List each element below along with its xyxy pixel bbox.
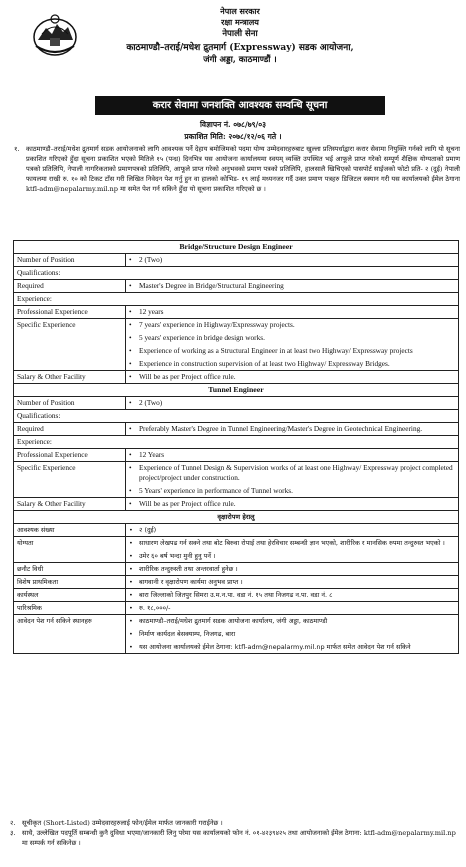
row-label: आवश्यक संख्या xyxy=(14,524,126,537)
footnote-text: साथै, उल्लेखित पदपूर्ति सम्बन्धी कुनै दुविधा भएमा/जानकारी लिनु परेमा यस कार्यालयको फोन नं. ०१-४२३९४२५ तथा आयोजनाको ईमेल ठेगाना: ktfl-adm@nepalarmy.mil.np मा सम्पर्क गर्न सकिनेछ । xyxy=(22,829,456,847)
footnote-number: २. xyxy=(10,819,16,827)
row-label: Professional Experience xyxy=(14,306,126,319)
tunnel-section-title: Tunnel Engineer xyxy=(14,384,459,397)
table-row xyxy=(14,254,459,267)
bridge-section-title: Bridge/Structure Design Engineer xyxy=(14,241,459,254)
table-row xyxy=(14,615,459,654)
footnote-text: सूचीकृत (Short-Listed) उम्मेदवारहरुलाई फोन/ईमेल मार्फत जानकारी गराईनेछ । xyxy=(22,819,223,827)
row-label: Qualifications: xyxy=(14,267,459,280)
table-row xyxy=(14,371,459,384)
row-label: Qualifications: xyxy=(14,410,459,423)
row-label: कार्यस्थल xyxy=(14,589,126,602)
letterhead xyxy=(0,6,466,78)
row-value xyxy=(126,306,459,319)
table-row xyxy=(14,293,459,306)
list-item: • Will be as per Project office rule. xyxy=(129,499,455,509)
list-item: • निर्माण कार्यदल बेसक्याम्प, निजगढ, बारा xyxy=(129,629,455,639)
row-value xyxy=(126,371,459,384)
row-value xyxy=(126,589,459,602)
row-label: पारिश्रमिक xyxy=(14,602,126,615)
table-row xyxy=(14,602,459,615)
row-label: विशेष प्राथमिकता xyxy=(14,576,126,589)
table-row xyxy=(14,306,459,319)
list-item: • 12 Years xyxy=(129,450,455,460)
row-label: Salary & Other Facility xyxy=(14,498,126,511)
list-item: • रु. १८,०००/- xyxy=(129,603,455,613)
list-item: • शारीरिक तन्दुरुस्ती तथा अन्तरवार्ता हुनेछ । xyxy=(129,564,455,574)
row-value xyxy=(126,498,459,511)
row-value xyxy=(126,576,459,589)
list-item: • बागवानी र वृक्षारोपण कार्यमा अनुभव प्राप्त । xyxy=(129,577,455,587)
intro-paragraph xyxy=(14,145,460,195)
list-item: • 5 years' experience in bridge design works. xyxy=(129,333,455,343)
footnotes xyxy=(10,818,460,848)
intro-text: काठमाण्डौ–तराई/मधेश द्रुतमार्ग सडक आयोजनाको लागि आवश्यक पर्ने देहाय बमोजिमको पदमा योग्य उम्मेदवारहरुबाट खुल्ला प्रतिस्पर्धाद्वारा करार सेवामा नियुक्ति गर्नको लागि यो सूचना प्रकाशित गरिएको हुँदा सूचना प्रकाशित भएको मितिले १५ (पन्ध्र) दिनभित्र यस आयोजना कार्यालयमा स्वयम् व्यक्ति उपस्थित भई आफूले प्राप्त गरेको सम्पूर्ण शैक्षिक योग्यताको प्रमाण पत्रको प्रतिलिपि, नेपाली नागरिकताको प्रमाणपत्रको प्रतिलिपि, आफूले प्राप्त गरेको अनुभवको प्रमाण पत्रको प्रतिलिपि, हालसालै खिचिएको पासपोर्ट साईजको फोटो प्रति- २ (दुई) नेपाली फायलमा राखी रु. १० को टिकट टाँस गरी लिखित निवेदन पेश गर्नु हुन वा हालको कोभिड- १९ लाई मध्यनजर गर्दै उक्त प्रमाण पत्रहरु डिजिटल स्क्यान गरी यस कार्यालयको ईमेल ठेगाना ktfl-adm@nepalarmy.mil.np मा समेत पेश गर्न सकिने हुँदा यो सूचना प्रकाशित गरिएको छ । xyxy=(26,145,460,193)
row-label: Number of Position xyxy=(14,397,126,410)
table-row xyxy=(14,449,459,462)
table-row xyxy=(14,576,459,589)
row-value xyxy=(126,462,459,498)
list-item: • 2 (Two) xyxy=(129,255,455,265)
footnote xyxy=(10,828,460,848)
list-item: • Experience in construction supervision of at least two Highway/ Expressway Bridges. xyxy=(129,359,455,369)
row-label: Salary & Other Facility xyxy=(14,371,126,384)
list-item: • उमेर ६० बर्ष भन्दा मुनी हुनु पर्ने । xyxy=(129,551,455,561)
row-label: Required xyxy=(14,423,126,436)
row-value xyxy=(126,449,459,462)
row-label: योग्यता xyxy=(14,537,126,563)
section-header-row xyxy=(14,511,459,524)
section-header-row xyxy=(14,384,459,397)
row-value xyxy=(126,397,459,410)
publication-date: प्रकाशित मिति: २०७८/१२/०६ गते । xyxy=(184,132,282,141)
row-label: Specific Experience xyxy=(14,319,126,371)
row-value xyxy=(126,563,459,576)
table-row xyxy=(14,589,459,602)
row-label: Experience: xyxy=(14,436,459,449)
list-item: • साधारण लेखपढ गर्न सक्ने तथा बोट बिरुवा रोपाई तथा हेरविचार सम्बन्धी ज्ञान भएको, शारीरिक र मानसिक रुपमा तन्दुरुस्त भएको । xyxy=(129,538,455,548)
plantation-section-title: वृक्षारोपण हेरालु xyxy=(14,511,459,524)
table-row xyxy=(14,319,459,371)
row-value xyxy=(126,319,459,371)
table-row xyxy=(14,436,459,449)
project-name: काठमाण्डौ–तराई/मधेश द्रुतमार्ग (Expressway) सडक आयोजना, xyxy=(126,43,354,53)
table-row xyxy=(14,498,459,511)
list-item: • 5 Years' experience in performance of Tunnel works. xyxy=(129,486,455,496)
list-item: • 2 (Two) xyxy=(129,398,455,408)
row-label: छनौट विधी xyxy=(14,563,126,576)
project-address: जंगी अड्डा, काठमाण्डौं । xyxy=(203,55,277,65)
table-row xyxy=(14,280,459,293)
list-item: • २ (दुई) xyxy=(129,525,455,535)
vacancy-table xyxy=(13,240,459,654)
list-item: • काठमाण्डौ–तराई/मधेश द्रुतमार्ग सडक आयोजना कार्यालय, जंगी अड्डा, काठमाण्डौ xyxy=(129,616,455,626)
row-value xyxy=(126,280,459,293)
row-label: Number of Position xyxy=(14,254,126,267)
list-item: • Preferably Master's Degree in Tunnel Engineering/Master's Degree in Geotechnical Engineering. xyxy=(129,424,455,434)
list-item: • Experience of working as a Structural Engineer in at least two Highway/ Expressway projects xyxy=(129,346,455,356)
row-value xyxy=(126,423,459,436)
ministry-name: रक्षा मन्त्रालय xyxy=(221,17,259,27)
intro-number: १. xyxy=(14,145,20,153)
row-value xyxy=(126,615,459,654)
row-label: Professional Experience xyxy=(14,449,126,462)
footnote xyxy=(10,818,460,828)
section-header-row xyxy=(14,241,459,254)
row-label: Experience: xyxy=(14,293,459,306)
table-row xyxy=(14,563,459,576)
list-item: • यस आयोजना कार्यालयको ईमेल ठेगाना: ktfl-adm@nepalarmy.mil.np मार्फत समेत आवेदन पेश गर्न सकिने xyxy=(129,642,455,652)
army-name: नेपाली सेना xyxy=(222,29,258,39)
notice-title-banner: करार सेवामा जनशक्ति आवश्यक सम्वन्धि सूचना xyxy=(95,96,385,115)
row-value xyxy=(126,254,459,267)
row-label: Specific Experience xyxy=(14,462,126,498)
notice-number: विज्ञापन नं. ०७८/७९/०३ xyxy=(199,120,267,129)
list-item: • Will be as per Project office rule. xyxy=(129,372,455,382)
table-row xyxy=(14,537,459,563)
list-item: • Experience of Tunnel Design & Supervision works of at least one Highway/ Expressway project completed project/project under construction. xyxy=(129,463,455,483)
footnote-number: ३. xyxy=(10,829,16,837)
table-row xyxy=(14,410,459,423)
table-row xyxy=(14,397,459,410)
row-value xyxy=(126,602,459,615)
table-row xyxy=(14,462,459,498)
table-row xyxy=(14,423,459,436)
list-item: • बारा जिल्लाको जितपुर सिमरा उ.म.न.पा. वडा नं. १५ तथा निजगढ न.पा. वडा नं. ८ xyxy=(129,590,455,600)
row-value xyxy=(126,524,459,537)
table-row xyxy=(14,267,459,280)
row-label: आवेदन पेश गर्न सकिने स्थानहरु xyxy=(14,615,126,654)
list-item: • 7 years' experience in Highway/Expressway projects. xyxy=(129,320,455,330)
row-value xyxy=(126,537,459,563)
row-label: Required xyxy=(14,280,126,293)
list-item: • Master's Degree in Bridge/Structural Engineering xyxy=(129,281,455,291)
list-item: • 12 years xyxy=(129,307,455,317)
table-row xyxy=(14,524,459,537)
govt-name: नेपाल सरकार xyxy=(220,6,260,16)
